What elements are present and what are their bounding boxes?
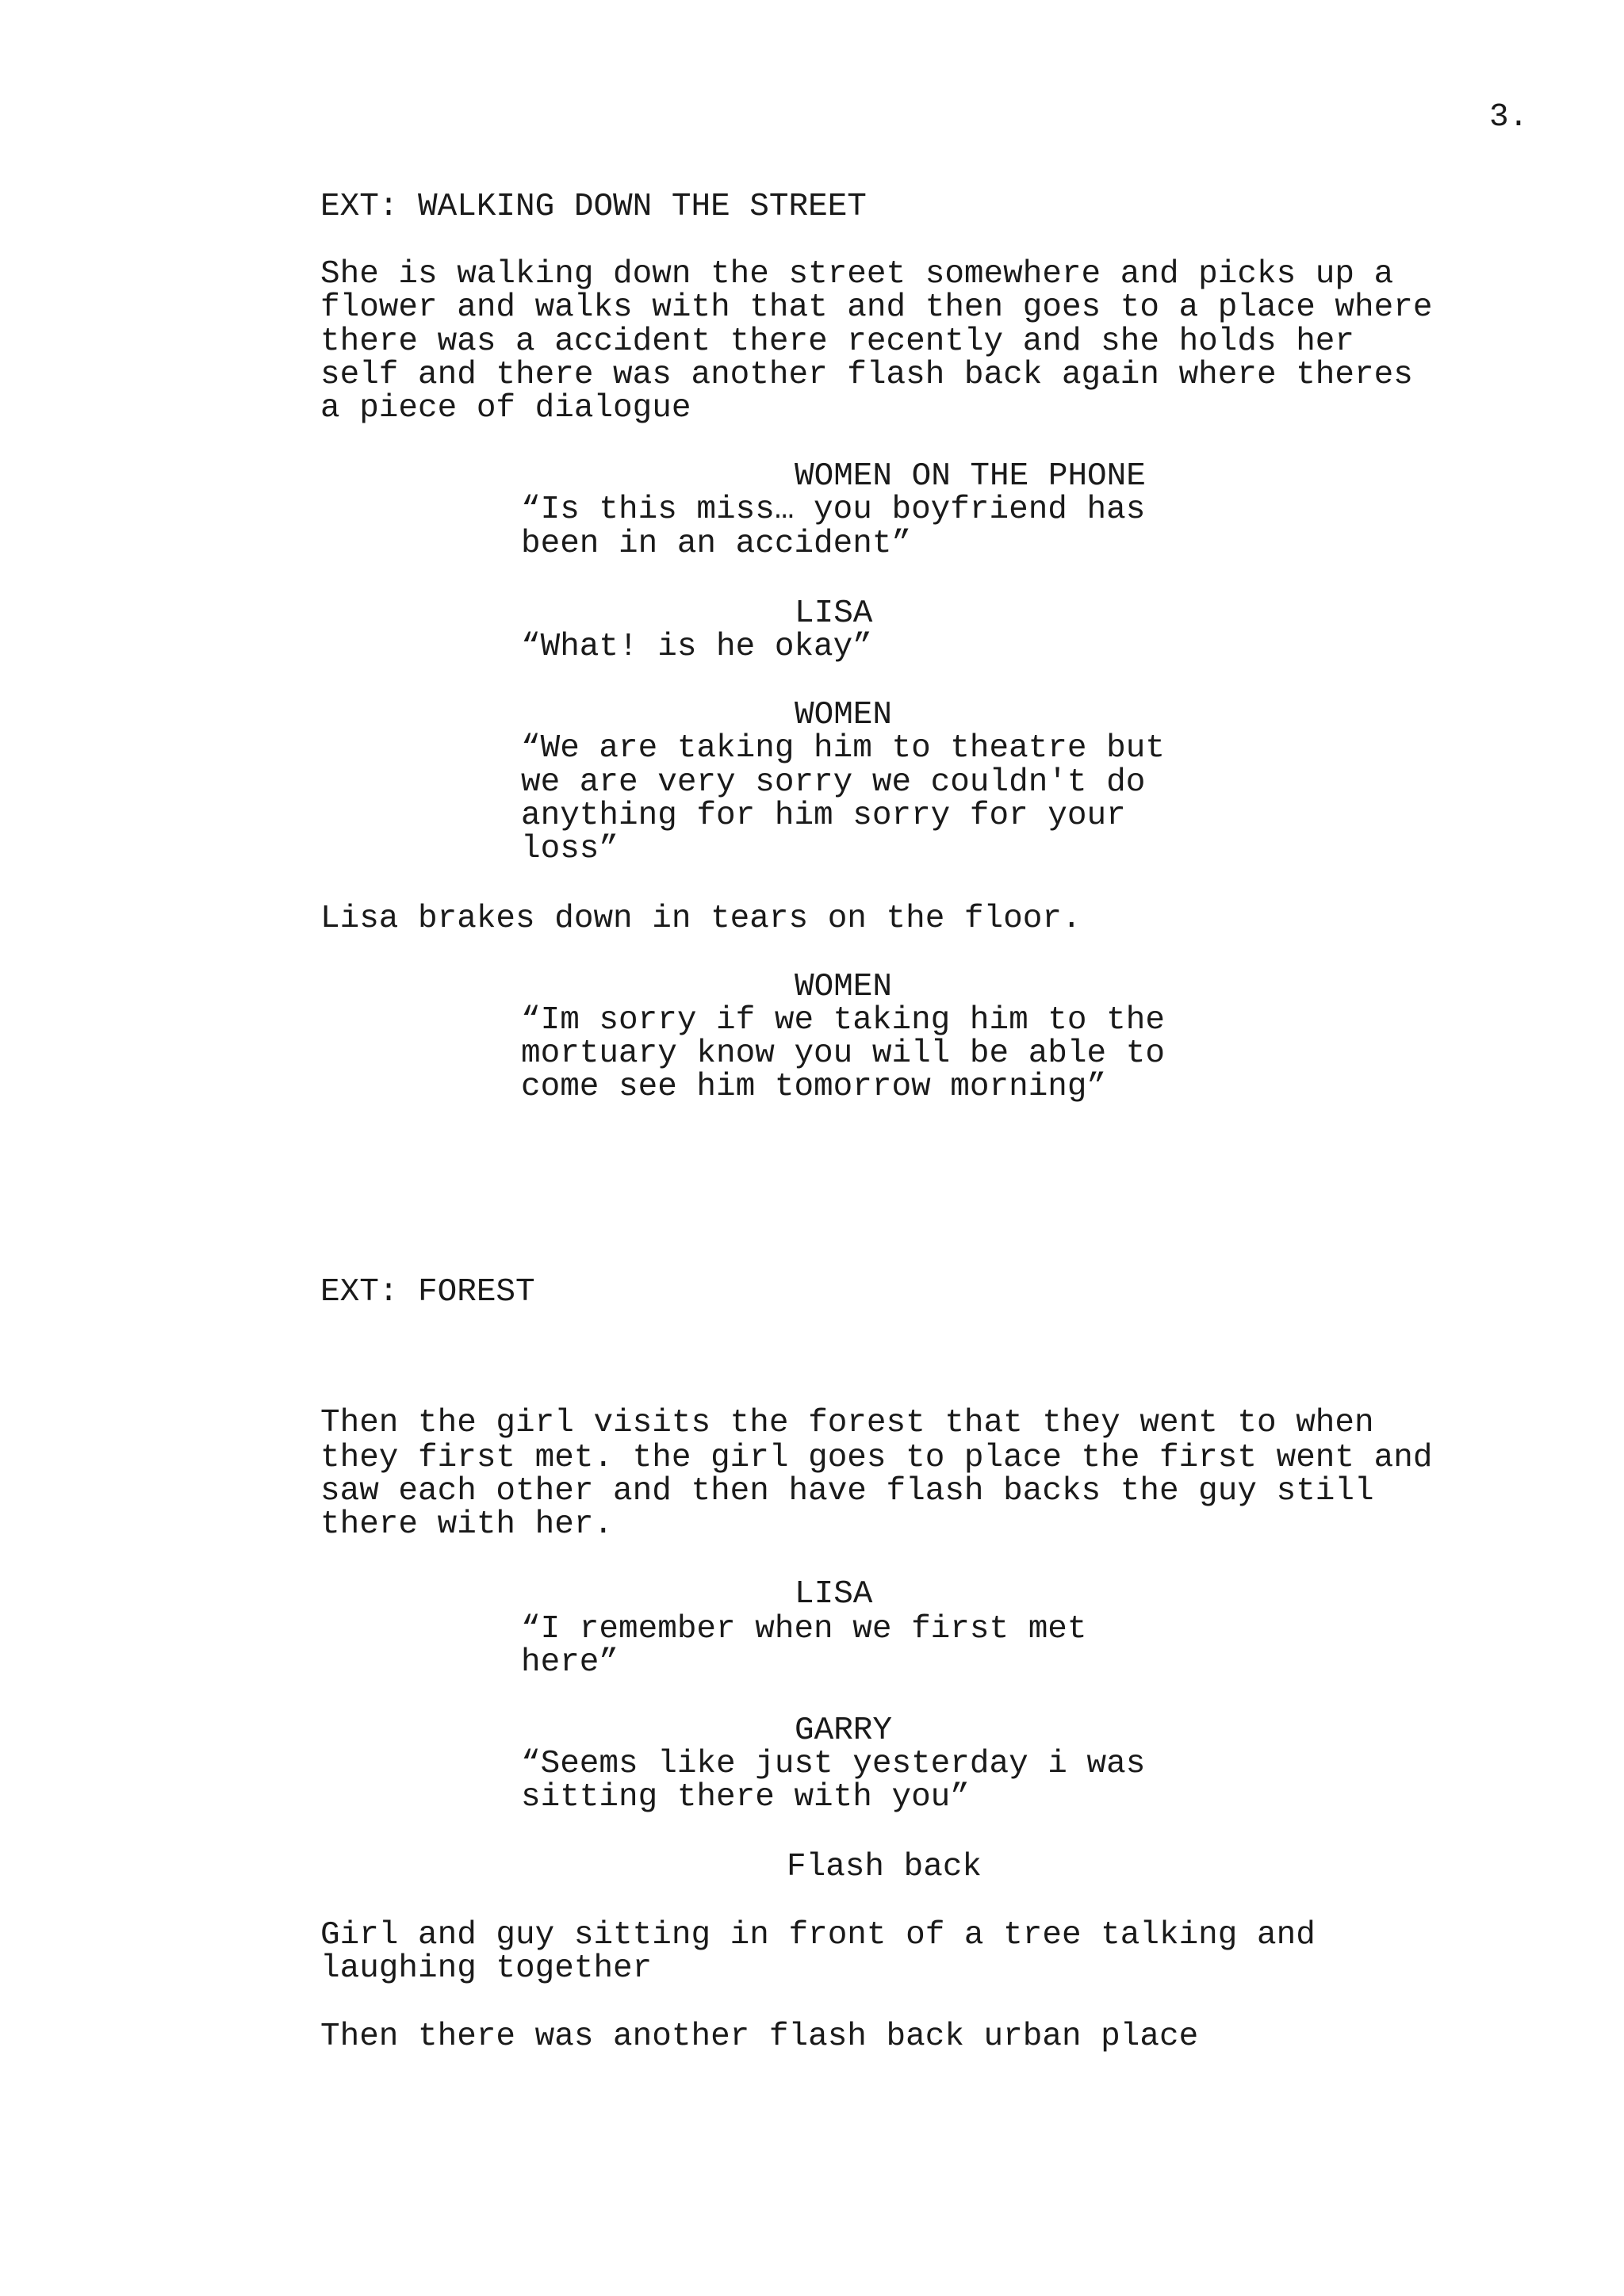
dialogue-line: “We are taking him to theatre but (521, 730, 1165, 767)
action-line: a piece of dialogue (320, 390, 691, 427)
action-line: Girl and guy sitting in front of a tree talking and (320, 1917, 1316, 1954)
dialogue-line: mortuary know you will be able to (521, 1035, 1165, 1072)
action-line: there was a accident there recently and she holds her (320, 323, 1355, 360)
dialogue-line: sitting there with you” (521, 1779, 970, 1816)
action-line: Lisa brakes down in tears on the floor. (320, 901, 1082, 937)
dialogue-line: we are very sorry we couldn't do (521, 764, 1146, 801)
dialogue-line: been in an accident” (521, 526, 912, 562)
dialogue-line: “I remember when we first met (521, 1611, 1087, 1647)
character-cue: LISA (795, 595, 873, 632)
character-cue: WOMEN (795, 969, 893, 1005)
page-number: 3. (1489, 99, 1529, 136)
dialogue-line: come see him tomorrow morning” (521, 1069, 1107, 1105)
character-cue: WOMEN (795, 697, 893, 733)
action-line: laughing together (320, 1950, 653, 1987)
dialogue-line: anything for him sorry for your (521, 798, 1126, 834)
action-line: they first met. the girl goes to place the first went and (320, 1440, 1433, 1476)
action-line: Then there was another flash back urban place (320, 2019, 1199, 2055)
character-cue: LISA (795, 1576, 873, 1613)
action-line: there with her. (320, 1506, 614, 1543)
dialogue-line: here” (521, 1644, 619, 1681)
action-line: self and there was another flash back again where theres (320, 357, 1413, 393)
dialogue-line: “Seems like just yesterday i was (521, 1746, 1146, 1782)
action-line: flower and walks with that and then goes to a place where (320, 289, 1433, 326)
scene-heading: EXT: WALKING DOWN THE STREET (320, 189, 867, 225)
action-line: saw each other and then have flash backs the guy still (320, 1473, 1374, 1510)
character-cue: GARRY (795, 1712, 893, 1749)
action-line: She is walking down the street somewhere and picks up a (320, 256, 1394, 293)
dialogue-line: “Is this miss… you boyfriend has (521, 492, 1146, 528)
dialogue-line: “Im sorry if we taking him to the (521, 1002, 1165, 1039)
dialogue-line: loss” (521, 831, 619, 867)
scene-heading: EXT: FOREST (320, 1274, 535, 1311)
dialogue-line: “What! is he okay” (521, 629, 872, 665)
action-line: Then the girl visits the forest that they went to when (320, 1405, 1374, 1441)
character-cue: WOMEN ON THE PHONE (795, 458, 1146, 495)
transition-flash-back: Flash back (787, 1849, 982, 1885)
